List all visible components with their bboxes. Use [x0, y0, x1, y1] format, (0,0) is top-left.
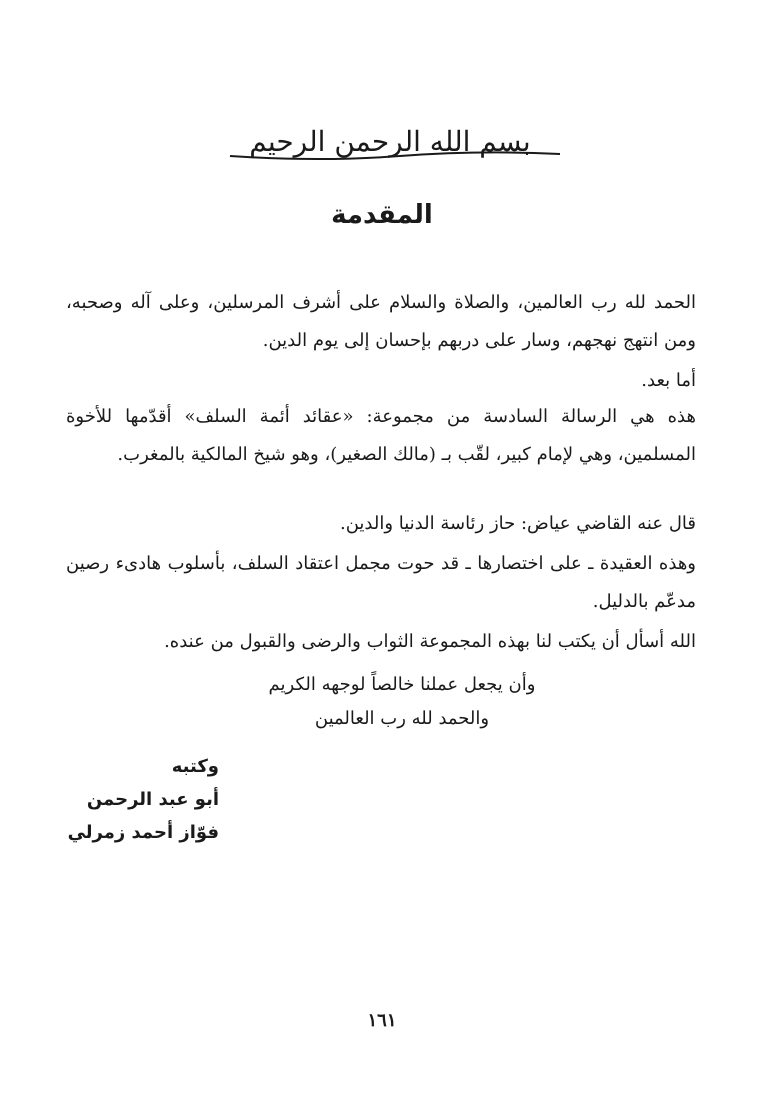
closing-line-2: والحمد لله رب العالمين	[314, 708, 490, 729]
paragraph-qadi-iyad: قال عنه القاضي عياض: حاز رئاسة الدنيا والدين.	[339, 513, 696, 534]
signature-written-by: وكتبه	[171, 756, 219, 777]
paragraph-aqida: وهذه العقيدة ـ على اختصارها ـ قد حوت مجمل اعتقاد السلف، بأسلوب هادىء رصين مدعّم بالدليل.	[66, 553, 696, 612]
basmala-text: بسم الله الرحمن الرحيم	[249, 125, 531, 158]
page-number: ١٦١	[367, 1010, 397, 1031]
signature-block	[59, 750, 219, 849]
page-title: المقدمة	[331, 200, 433, 230]
paragraph-intro: الحمد لله رب العالمين، والصلاة والسلام على أشرف المرسلين، وعلى آله وصحبه، ومن انتهج نهجهم، وسار على دربهم بإحسان إلى يوم الدين.	[66, 292, 696, 351]
paragraph-risala: هذه هي الرسالة السادسة من مجموعة: «عقائد أئمة السلف» أقدّمها للأخوة المسلمين، وهي لإمام كبير، لقّب بـ (مالك الصغير)، وهو شيخ المالكية بالمغرب.	[66, 406, 696, 465]
closing-lines	[0, 668, 764, 736]
paragraph-dua: الله أسأل أن يكتب لنا بهذه المجموعة الثواب والرضى والقبول من عنده.	[164, 631, 696, 652]
basmala-flourish-icon	[200, 112, 580, 172]
signature-kunya: أبو عبد الرحمن	[86, 789, 219, 810]
signature-name: فوّاز أحمد زمرلي	[67, 822, 219, 843]
basmala	[200, 112, 580, 172]
closing-line-1: وأن يجعل عملنا خالصاً لوجهه الكريم	[268, 674, 536, 695]
paragraph-amma-baad: أما بعد.	[641, 370, 696, 391]
